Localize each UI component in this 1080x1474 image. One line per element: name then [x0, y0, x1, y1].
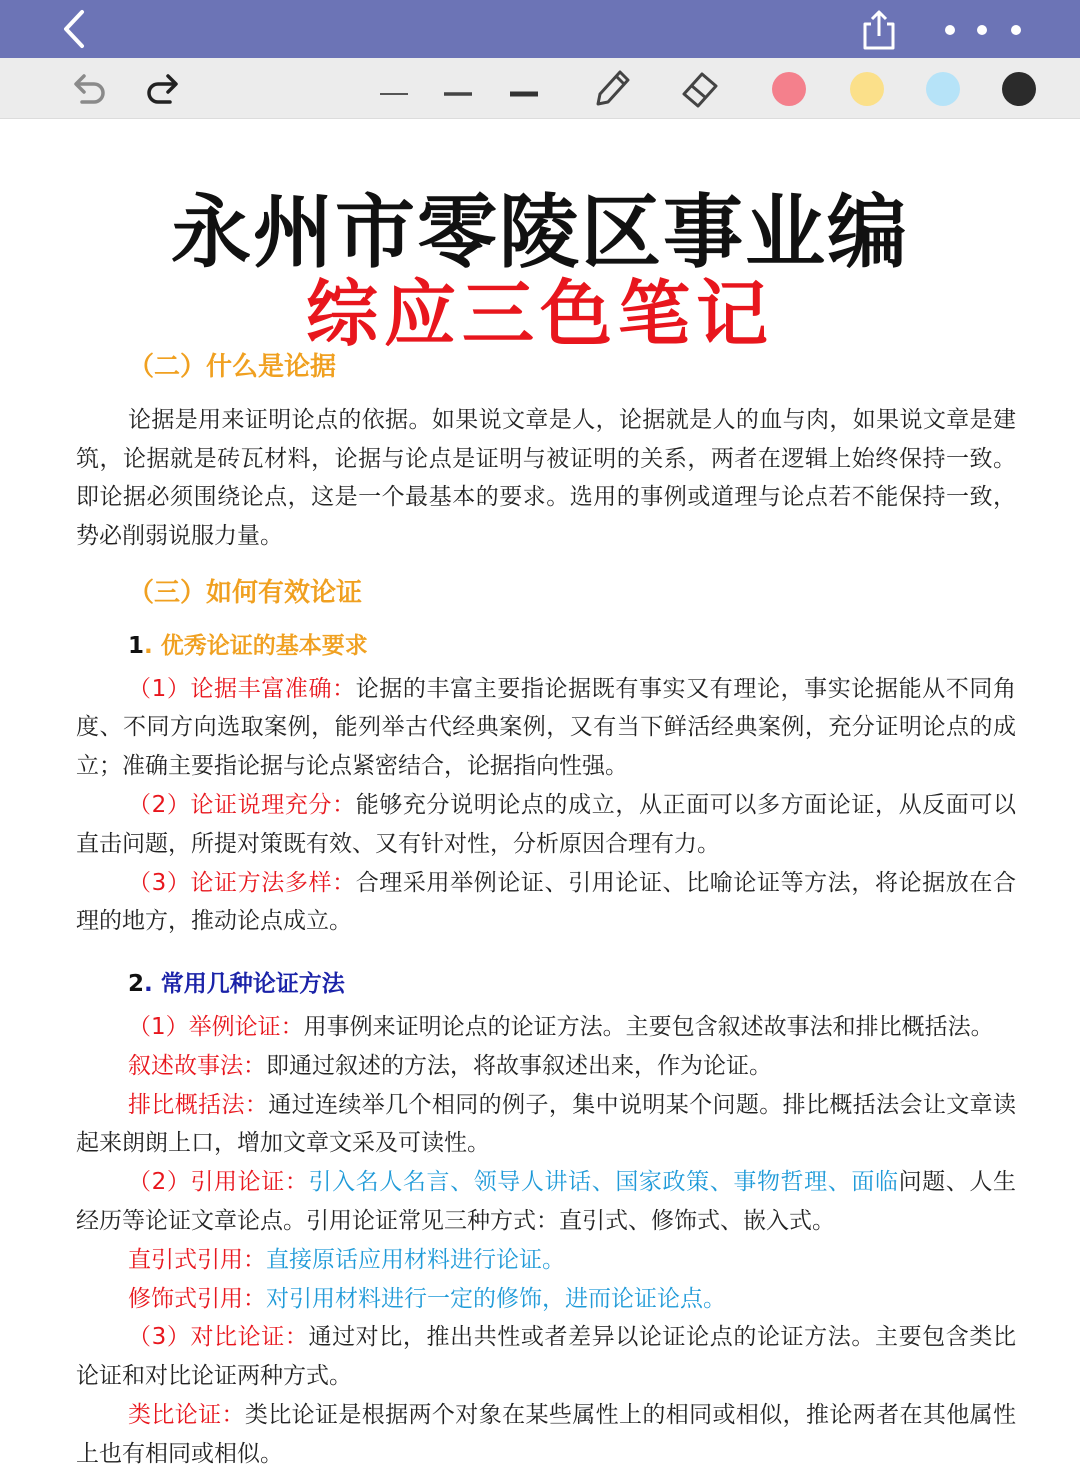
pink-swatch[interactable]: [772, 72, 806, 106]
undo-icon[interactable]: [64, 64, 112, 112]
method-item: （2）引用论证：引入名人名言、领导人讲话、国家政策、事物哲理、面临问题、人生经历等论证文章论点。引用论证常见三种方式：直引式、修饰式、嵌入式。: [76, 1169, 1016, 1234]
black-swatch[interactable]: [1002, 72, 1036, 106]
method-item: （3）对比论证：通过对比，推出共性或者差异以论证论点的论证方法。主要包含类比论证和对比论证两种方式。: [76, 1324, 1016, 1390]
section-heading: （二）什么是论据: [128, 352, 337, 382]
page-title: 永州市零陵区事业编: [171, 186, 909, 279]
method-item: 修饰式引用：对引用材料进行一定的修饰，进而论证论点。: [128, 1285, 726, 1312]
requirement-item: （2）论证说理充分：能够充分说明论点的成立，从正面可以多方面论证，从反面可以直击问题，所提对策既有效、又有针对性，分析原因合理有力。: [76, 791, 1017, 857]
section-heading: （三）如何有效论证: [128, 577, 363, 608]
requirement-item: （3）论证方法多样：合理采用举例论证、引用论证、比喻论证等方法，将论据放在合理的地方，推动论点成立。: [76, 869, 1017, 935]
method-item: 叙述故事法：即通过叙述的方法，将故事叙述出来，作为论证。: [128, 1052, 772, 1079]
yellow-swatch[interactable]: [850, 72, 884, 106]
note-content: [76, 344, 1016, 1474]
drawing-toolbar: [0, 58, 1080, 119]
paragraph: 论据是用来证明论点的依据。如果说文章是人，论据就是人的血与肉，如果说文章是建筑，论据就是砖瓦材料，论据与论点是证明与被证明的关系，两者在逻辑上始终保持一致。即论据必须围绕论点，这是一个最基本的要求。选用的事例或道理与论点若不能保持一致，势必削弱说服力量。: [76, 406, 1016, 550]
pen-icon[interactable]: [588, 64, 636, 112]
subheading: 1. 优秀论证的基本要求: [128, 632, 368, 659]
subheading: 2. 常用几种论证方法: [128, 971, 345, 998]
back-icon[interactable]: [52, 6, 98, 52]
share-icon[interactable]: [856, 6, 902, 52]
method-item: 排比概括法：通过连续举几个相同的例子，集中说明某个问题。排比概括法会让文章读起来朗朗上口，增加文章文采及可读性。: [76, 1091, 1017, 1157]
light-blue-swatch[interactable]: [926, 72, 960, 106]
method-item: 直引式引用：直接原话应用材料进行论证。: [128, 1246, 565, 1273]
top-app-bar: [0, 0, 1080, 58]
thin-stroke-icon[interactable]: [376, 64, 412, 112]
method-item: （1）举例论证：用事例来证明论点的论证方法。主要包含叙述故事法和排比概括法。: [128, 1013, 994, 1040]
more-icon[interactable]: [940, 20, 1030, 40]
thick-stroke-icon[interactable]: [506, 64, 542, 112]
eraser-icon[interactable]: [676, 64, 724, 112]
page-subtitle: 综应三色笔记: [305, 272, 774, 356]
medium-stroke-icon[interactable]: [440, 64, 476, 112]
requirement-item: （1）论据丰富准确：论据的丰富主要指论据既有事实又有理论，事实论据能从不同角度、不同方向选取案例，能列举古代经典案例，又有当下鲜活经典案例，充分证明论点的成立；准确主要指论据与论点紧密结合，论据指向性强。: [76, 675, 1017, 780]
redo-icon[interactable]: [140, 64, 188, 112]
method-item: 类比论证：类比论证是根据两个对象在某些属性上的相同或相似，推论两者在其他属性上也有相同或相似。: [76, 1401, 1017, 1467]
